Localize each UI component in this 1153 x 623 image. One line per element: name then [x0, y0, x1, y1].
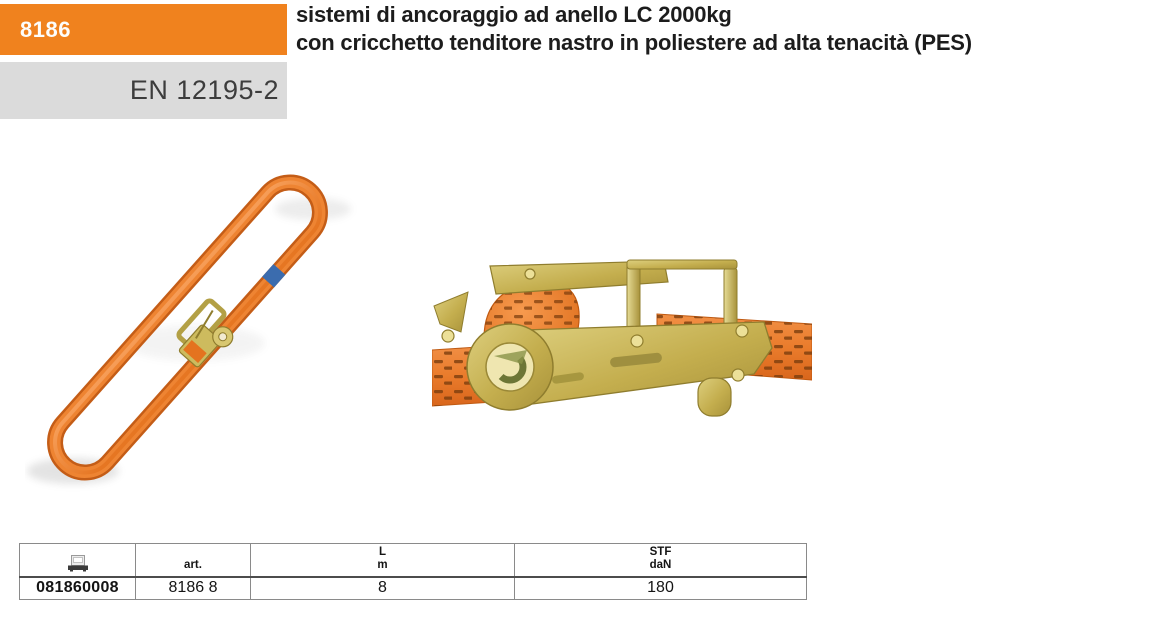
- product-code-badge: [0, 4, 287, 55]
- cell-stf: 180: [515, 577, 807, 600]
- product-title-line1: sistemi di ancoraggio ad anello LC 2000kg: [296, 2, 732, 27]
- product-title-line2: con cricchetto tenditore nastro in poliestere ad alta tenacità (PES): [296, 30, 972, 55]
- col-header-stf: [515, 544, 807, 577]
- barcode-icon: [67, 555, 89, 572]
- length-unit: m: [377, 559, 388, 571]
- ring-sling-photo: [25, 165, 370, 505]
- table-row: [20, 577, 807, 600]
- col-header-art: art.: [136, 544, 251, 577]
- cell-length: 8: [251, 577, 515, 600]
- col-header-length: [251, 544, 515, 577]
- standard-badge: [0, 62, 287, 119]
- spec-table-header-row: [20, 544, 807, 577]
- ratchet-closeup-illustration: [432, 252, 812, 422]
- stf-unit: daN: [649, 559, 672, 571]
- release-tab: [698, 378, 731, 416]
- ratchet-closeup-photo: [432, 252, 812, 422]
- length-label: L: [378, 546, 387, 558]
- standard-label: EN 12195-2: [129, 75, 279, 105]
- col-header-code: [20, 544, 136, 577]
- cell-art: 8186 8: [136, 577, 251, 600]
- product-title: [296, 1, 1151, 57]
- ring-sling-illustration: [25, 165, 370, 505]
- product-code: 8186: [20, 16, 71, 42]
- stf-label: STF: [649, 546, 672, 558]
- cell-code: 081860008: [20, 577, 136, 600]
- spec-table: [19, 543, 807, 600]
